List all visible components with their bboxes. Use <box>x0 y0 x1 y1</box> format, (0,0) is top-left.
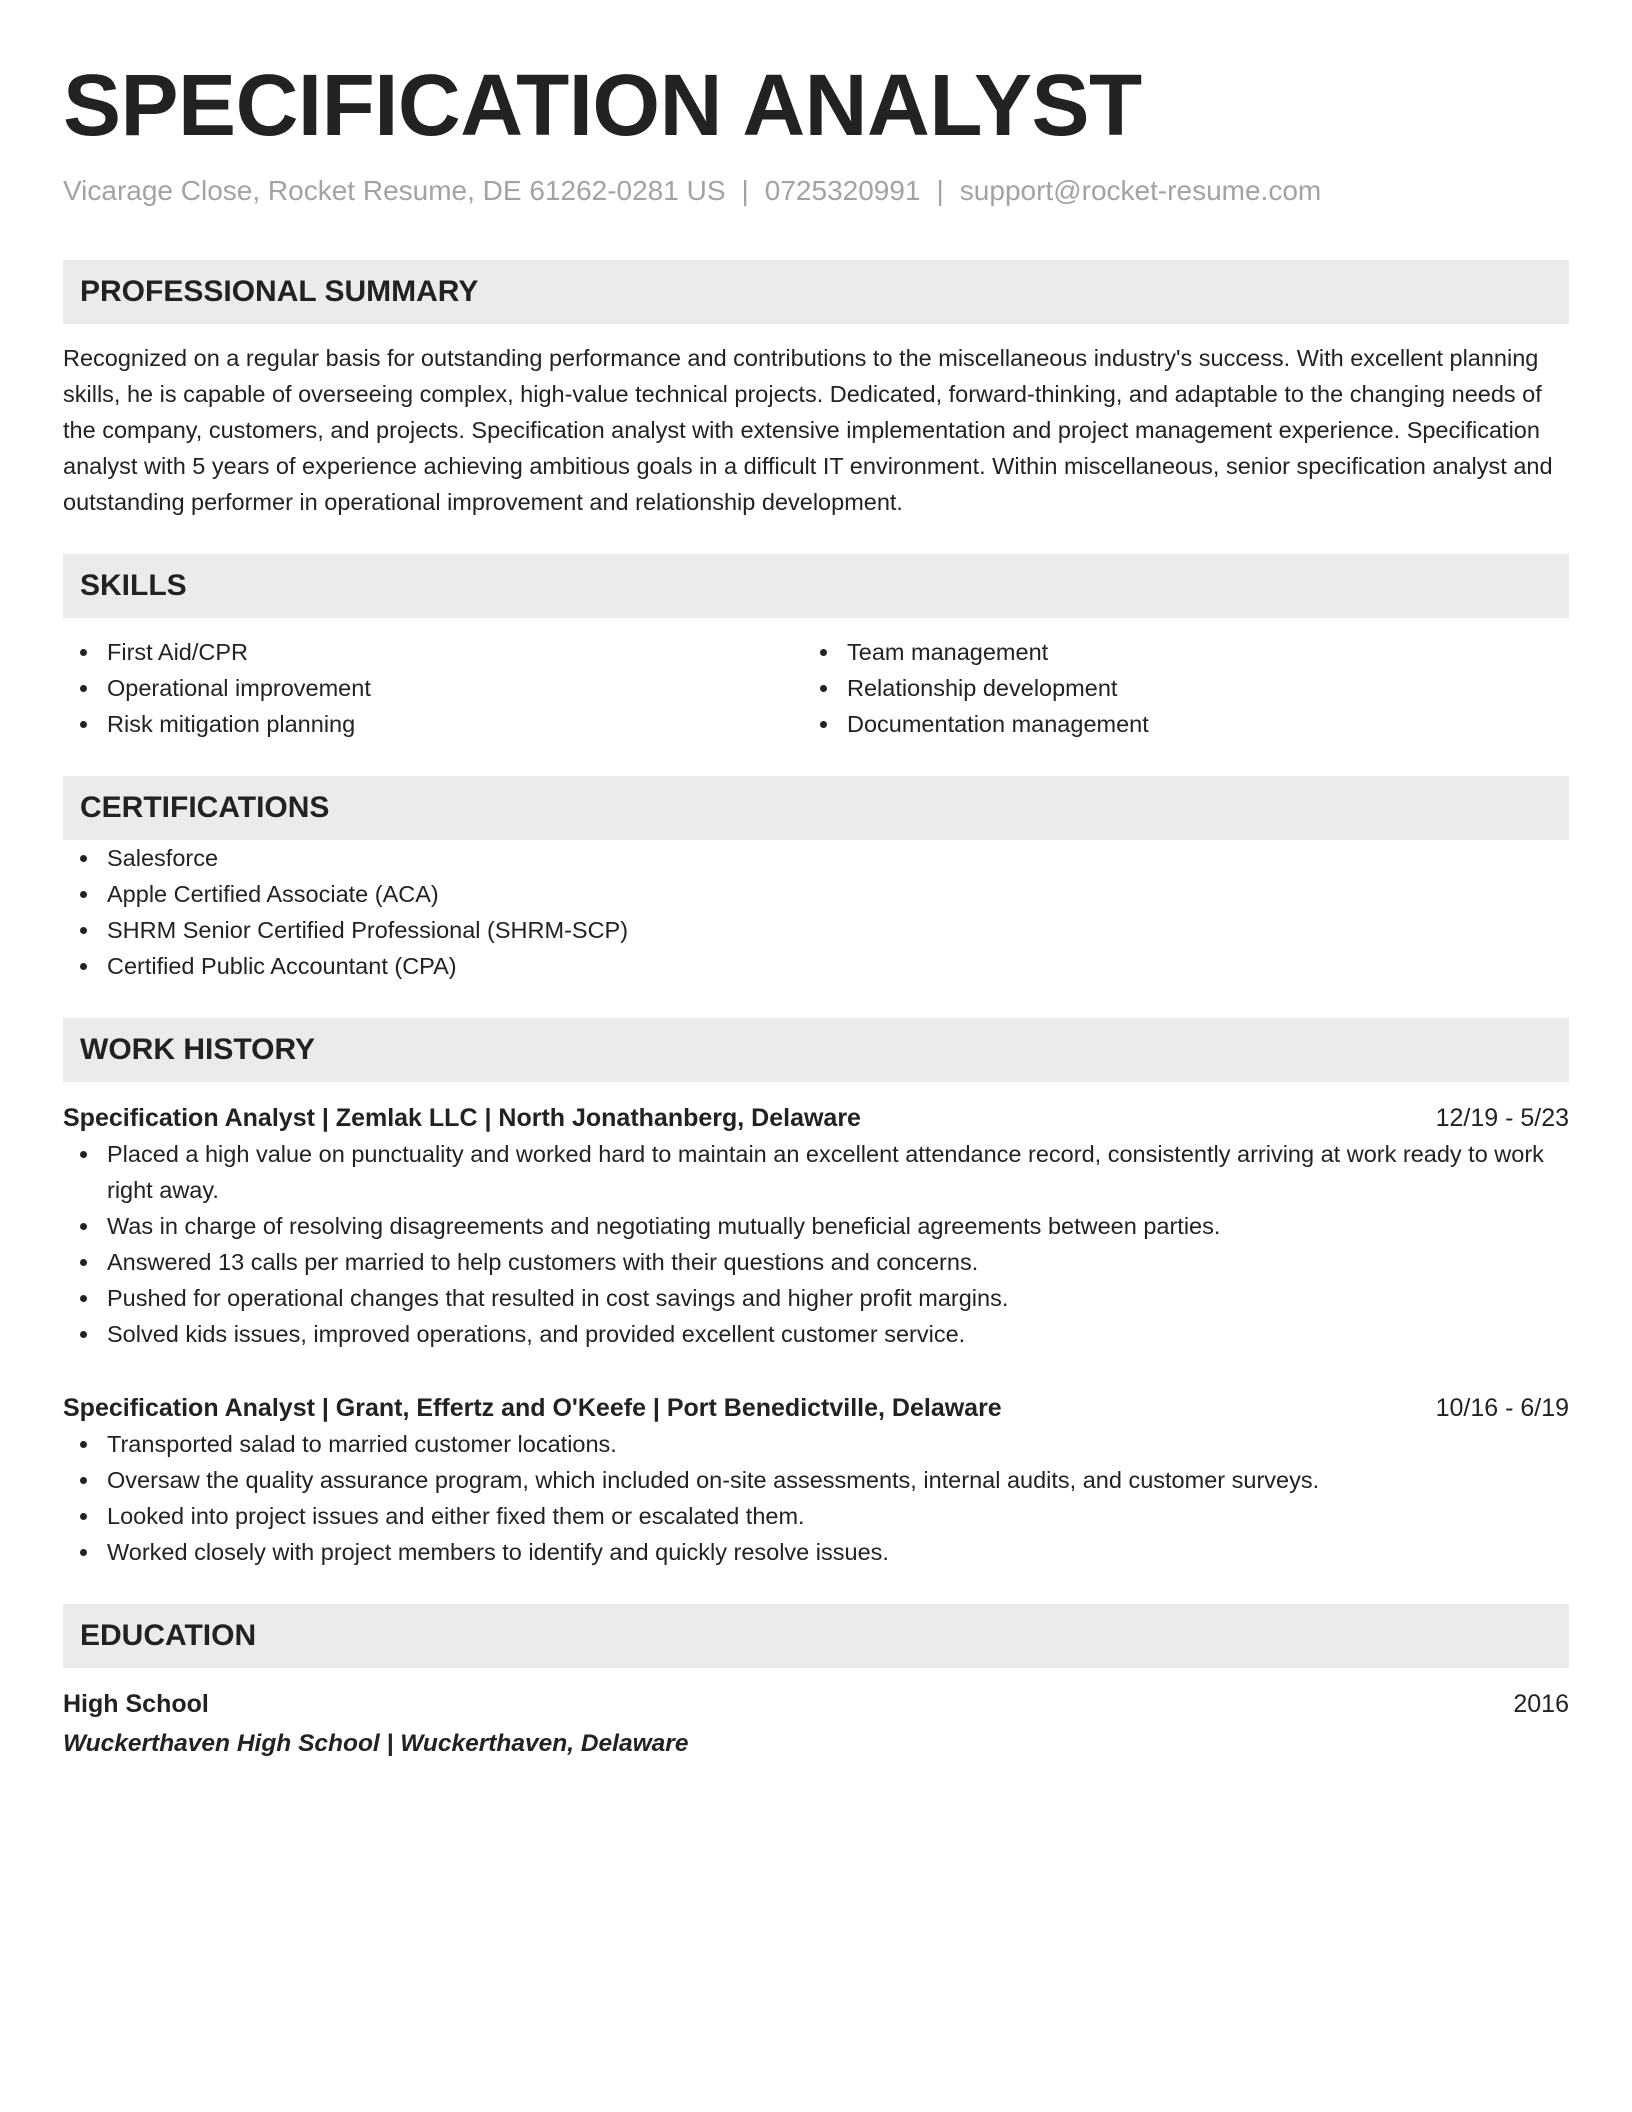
section-heading-certifications: CERTIFICATIONS <box>63 776 1569 840</box>
certification-item: Salesforce <box>63 840 1569 876</box>
job-duty: Placed a high value on punctuality and worked hard to maintain an excellent attendance record, consistently arriving at work ready to work right away. <box>63 1136 1569 1208</box>
education-header <box>63 1686 1569 1722</box>
job-entry <box>63 1100 1569 1352</box>
job-dates: 10/16 - 6/19 <box>1435 1394 1569 1422</box>
job-dates: 12/19 - 5/23 <box>1435 1104 1569 1132</box>
job-header <box>63 1100 1569 1136</box>
skill-item: First Aid/CPR <box>63 634 803 670</box>
certification-item: Certified Public Accountant (CPA) <box>63 948 1569 984</box>
job-duty: Pushed for operational changes that resulted in cost savings and higher profit margins. <box>63 1280 1569 1316</box>
skill-item: Relationship development <box>803 670 1543 706</box>
job-duty: Looked into project issues and either fixed them or escalated them. <box>63 1498 1569 1534</box>
skill-item: Risk mitigation planning <box>63 706 803 742</box>
job-duty: Was in charge of resolving disagreements and negotiating mutually beneficial agreements between parties. <box>63 1208 1569 1244</box>
contact-email: support@rocket-resume.com <box>959 175 1322 206</box>
skills-grid <box>63 634 1569 742</box>
job-title: Specification Analyst | Grant, Effertz and O'Keefe | Port Benedictville, Delaware <box>63 1394 1002 1422</box>
education-year: 2016 <box>1513 1690 1569 1718</box>
job-duty: Solved kids issues, improved operations, and provided excellent customer service. <box>63 1316 1569 1352</box>
job-duty: Oversaw the quality assurance program, which included on-site assessments, internal audits, and customer surveys. <box>63 1462 1569 1498</box>
job-duty: Transported salad to married customer locations. <box>63 1426 1569 1462</box>
section-heading-summary: PROFESSIONAL SUMMARY <box>63 260 1569 324</box>
job-duty: Worked closely with project members to identify and quickly resolve issues. <box>63 1534 1569 1570</box>
job-title: Specification Analyst | Zemlak LLC | North Jonathanberg, Delaware <box>63 1104 861 1132</box>
education-entry <box>63 1686 1569 1762</box>
job-header <box>63 1390 1569 1426</box>
job-duties-list <box>63 1426 1569 1570</box>
section-heading-education: EDUCATION <box>63 1604 1569 1668</box>
contact-separator: | <box>741 175 749 206</box>
contact-line <box>63 174 1569 208</box>
summary-text: Recognized on a regular basis for outstanding performance and contributions to the miscellaneous industry's success. With excellent planning skills, he is capable of overseeing complex, high-value technical projects. Dedicated, forward-thinking, and adaptable to the changing needs of the company, customers, and projects. Specification analyst with extensive implementation and project management experience. Specification analyst with 5 years of experience achieving ambitious goals in a difficult IT environment. Within miscellaneous, senior specification analyst and outstanding performer in operational improvement and relationship development. <box>63 345 1553 515</box>
section-heading-skills: SKILLS <box>63 554 1569 618</box>
certification-item: SHRM Senior Certified Professional (SHRM-SCP) <box>63 912 1569 948</box>
contact-address: Vicarage Close, Rocket Resume, DE 61262-0281 US <box>63 175 726 206</box>
certifications-list <box>63 840 1569 984</box>
skill-item: Documentation management <box>803 706 1543 742</box>
skills-list-left <box>63 634 803 742</box>
skills-list-right <box>803 634 1543 742</box>
education-school: Wuckerthaven High School | Wuckerthaven, Delaware <box>63 1730 689 1757</box>
contact-phone: 0725320991 <box>764 175 921 206</box>
job-entry <box>63 1390 1569 1570</box>
certification-item: Apple Certified Associate (ACA) <box>63 876 1569 912</box>
job-duty: Answered 13 calls per married to help customers with their questions and concerns. <box>63 1244 1569 1280</box>
resume-name: SPECIFICATION ANALYST <box>63 57 1142 154</box>
skill-item: Operational improvement <box>63 670 803 706</box>
contact-separator: | <box>936 175 944 206</box>
section-heading-work-history: WORK HISTORY <box>63 1018 1569 1082</box>
skill-item: Team management <box>803 634 1543 670</box>
job-duties-list <box>63 1136 1569 1352</box>
education-degree: High School <box>63 1690 209 1718</box>
